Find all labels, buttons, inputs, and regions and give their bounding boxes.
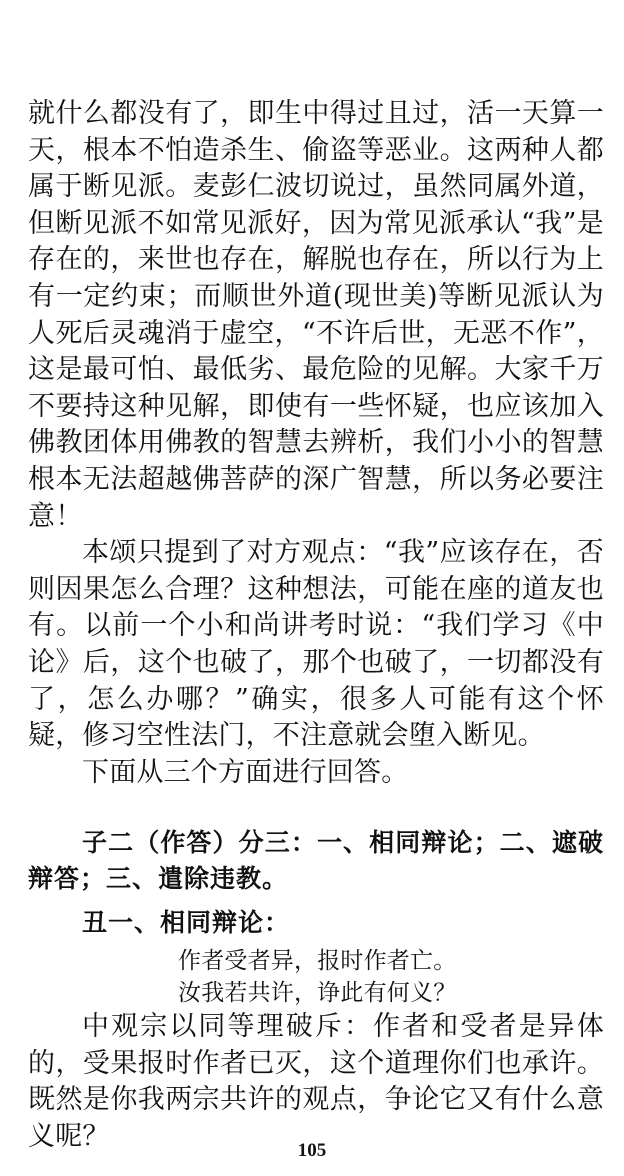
verse-line: 汝我若共许，诤此有何义？ [178, 980, 457, 1007]
body-paragraph: 下面从三个方面进行回答。 [82, 756, 409, 788]
body-paragraph: 中观宗以同等理破斥：作者和受者是异体的，受果报时作者已灭，这个道理你们也承许。既然是你我两宗共许的观点，争论它又有什么意义呢？ [28, 1011, 604, 1153]
body-paragraph: 本颂只提到了对方观点：“我”应该存在，否则因果怎么合理？这种想法，可能在座的道友也有。以前一个小和尚讲考时说：“我们学习《中论》后，这个也破了，那个也破了，一切都没有了，怎么办哪？”确实，很多人可能有这个怀疑，修习空性法门，不注意就会堕入断见。 [28, 537, 604, 752]
body-paragraph: 就什么都没有了，即生中得过且过，活一天算一天，根本不怕造杀生、偷盗等恶业。这两种人都属于断见派。麦彭仁波切说过，虽然同属外道，但断见派不如常见派好，因为常见派承认“我”是存在的，来世也存在，解脱也存在，所以行为上有一定约束；而顺世外道(现世美)等断见派认为人死后灵魂消于虚空，“不许后世，无恶不作”，这是最可怕、最低劣、最危险的见解。大家千万不要持这种见解，即使有一些怀疑，也应该加入佛教团体用佛教的智慧去辨析，我们小小的智慧根本无法超越佛菩萨的深广智慧，所以务必要注意！ [28, 98, 604, 532]
page-number: 105 [297, 1140, 327, 1161]
verse-line: 作者受者异，报时作者亡。 [178, 948, 457, 975]
section-heading: 子二（作答）分三：一、相同辩论；二、遮破辩答；三、遣除违教。 [28, 828, 604, 894]
page-body [28, 96, 604, 1156]
subsection-heading: 丑一、相同辩论： [82, 908, 291, 938]
verse-block [28, 945, 604, 1009]
